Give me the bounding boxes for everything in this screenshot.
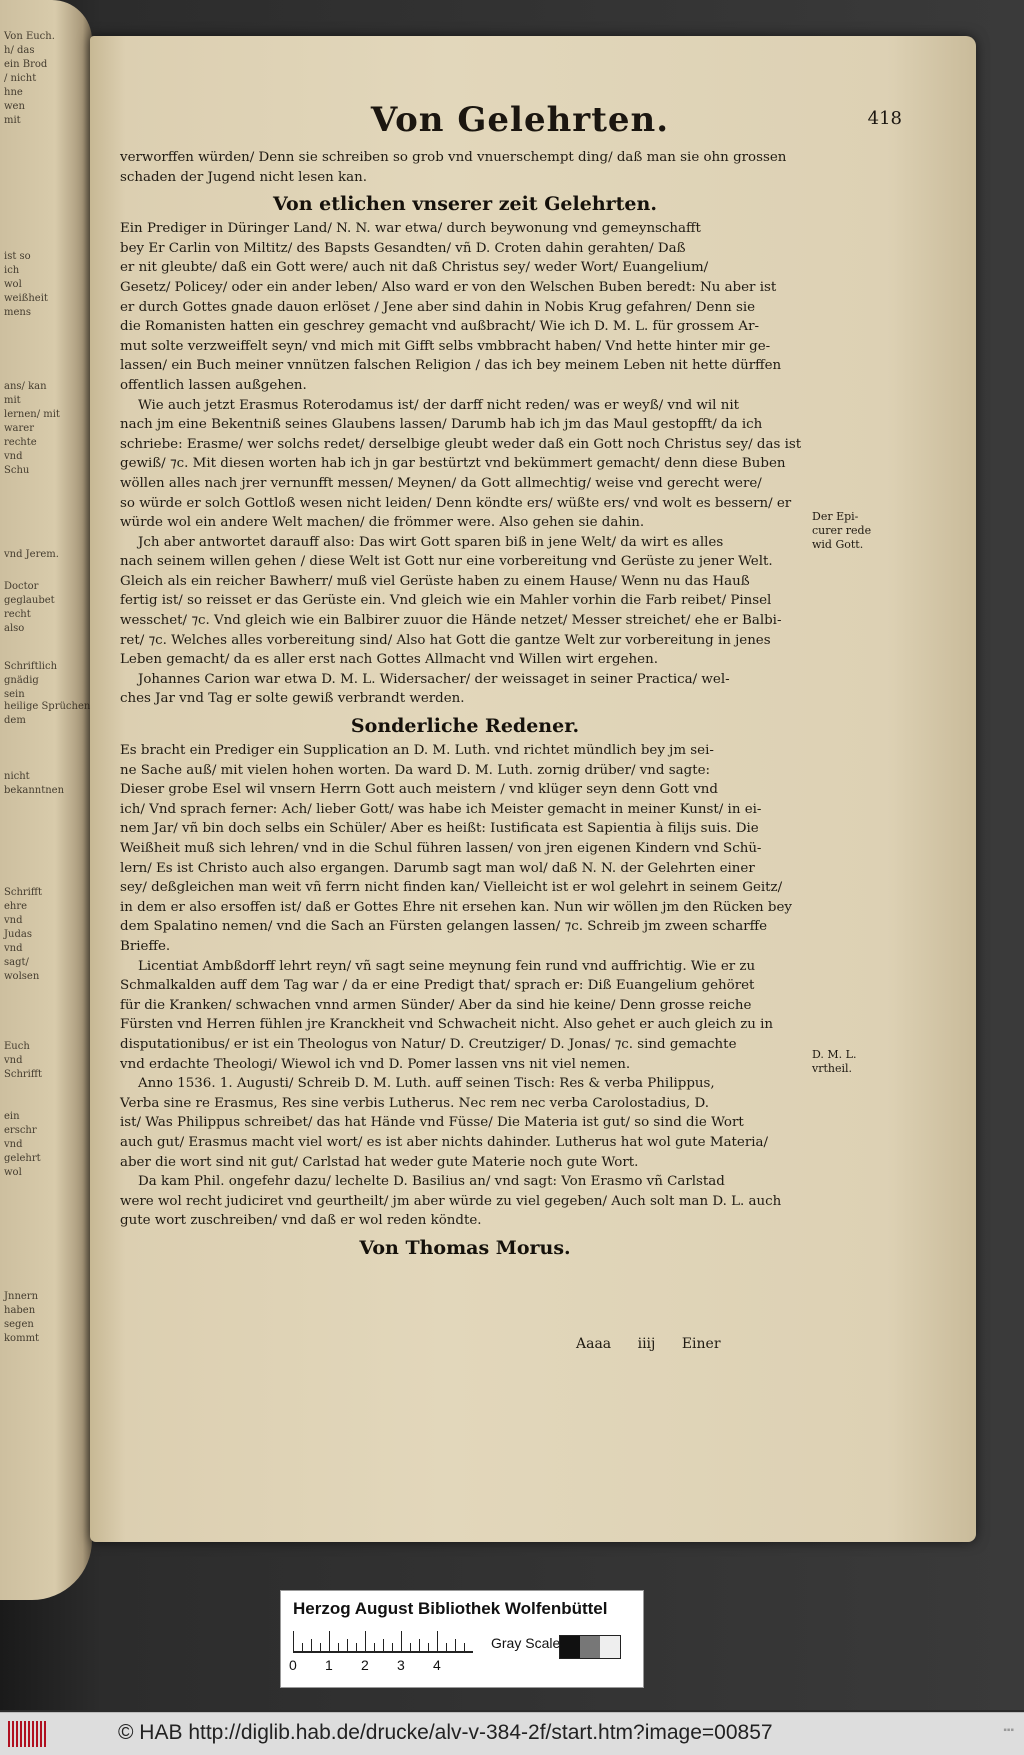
ruler-tick bbox=[419, 1639, 420, 1651]
ruler-tick bbox=[446, 1643, 447, 1651]
ruler-tick bbox=[347, 1639, 348, 1651]
scale-ruler bbox=[293, 1631, 473, 1653]
running-head: Von Gelehrten. bbox=[370, 100, 670, 140]
color-target bbox=[280, 1590, 644, 1688]
ruler-tick bbox=[302, 1643, 303, 1651]
left-page-fragment: Euch vnd Schrifft bbox=[4, 1041, 42, 1080]
section-heading: Von Thomas Morus. bbox=[359, 1236, 571, 1259]
paragraph: Licentiat Ambßdorff lehrt reyn/ vñ sagt seine meynung fein rund vnd auffrichtig. Wie er zu Schmalkalden auff dem Tag war / da er eine Predigt that/ sprach er: Diß Euangelium gehöret für die Kranken/ schwachen vnnd armen Sünder/ Aber da sind hie keine/ Denn grosse reiche Fürsten vnd Herren fühlen jre Kranckheit vnd Schwacheit nicht. Also gehet er auch gleich zu in disputationibus/ er ist ein Theologus von Natur/ D. Creutziger/ D. Jonas/ ⁊c. sind gemachte vnd erdachte Theologi/ Wiewol ich vnd D. Pomer lassen vns nit viel nemen. bbox=[120, 958, 774, 1072]
book-page bbox=[90, 36, 976, 1542]
paragraph: Da kam Phil. ongefehr dazu/ lechelte D. Basilius an/ vnd sagt: Von Erasmo vñ Carlstad were wol recht judiciret vnd geurtheilt/ jm aber würde zu viel gegeben/ Auch solt man D. L. auch gute wort zuschreiben/ vnd daß er wol reden köndte. bbox=[120, 1174, 782, 1229]
ruler-tick bbox=[320, 1643, 321, 1651]
ruler-tick bbox=[311, 1639, 312, 1651]
left-page-fragment: Doctor geglaubet recht also bbox=[4, 581, 55, 634]
marginal-note: D. M. L. vrtheil. bbox=[812, 1048, 857, 1075]
gray-swatch bbox=[600, 1636, 620, 1658]
paragraph: Johannes Carion war etwa D. M. L. Widersacher/ der weissaget in seiner Practica/ wel- ches Jar vnd Tag er solte gewiß verbrandt werden. bbox=[120, 671, 730, 707]
paragraph: Wie auch jetzt Erasmus Roterodamus ist/ der darff nicht reden/ was er weyß/ vnd wil nit nach jm eine Bekentniß seines Glaubens lassen/ Darumb hab ich jm das Maul gestopfft/ da ich schriebe: Erasme/ wer solchs redet/ derselbige gleubt weder daß ein Gott noch Christus sey/ das ist gewiß/ ⁊c. Mit diesen worten hab ich jn gar bestürtzt vnd bekümmert gemacht/ denn diese Buben wöllen alles nach jrer vernunfft messen/ Meynen/ da Gott allmechtig/ weise vnd gerecht were/ so würde er solch Gottloß wesen nicht leiden/ Denn köndte ers/ wüßte ers/ vnd wolt es bessern/ er würde wol ein andere Welt machen/ die frömmer were. Also gehen sie dahin. bbox=[120, 397, 802, 531]
paragraph: Anno 1536. 1. Augusti/ Schreib D. M. Luth. auff seinen Tisch: Res & verba Philippus, Verba sine re Erasmus, Res sine verbis Lutherus. Nec rem nec verba Carolostadius, D. ist/ Was Philippus schreibet/ das hat Hände vnd Füsse/ Die Materia ist gut/ so sind die Wort auch gut/ Erasmus macht viel wort/ es ist aber nichts dahinder. Lutherus hat wol gute Materia/ aber die wort sind nit gut/ Carlstad hat weder gute Materie noch gute Wort. bbox=[120, 1076, 769, 1170]
signature-line bbox=[576, 1336, 721, 1352]
folio-number: 418 bbox=[867, 108, 902, 129]
ruler-tick bbox=[410, 1643, 411, 1651]
institution-name: Herzog August Bibliothek Wolfenbüttel bbox=[293, 1599, 608, 1618]
scale-number: 1 bbox=[325, 1657, 333, 1673]
left-page-fragment: nicht bekanntnen bbox=[4, 771, 65, 796]
ruler-tick bbox=[401, 1631, 402, 1651]
ruler-tick bbox=[338, 1643, 339, 1651]
source-credit: © HAB http://diglib.hab.de/drucke/alv-v-384-2f/start.htm?image=00857 bbox=[118, 1721, 773, 1744]
left-facing-page bbox=[0, 0, 92, 1600]
left-page-fragment: heilige Sprüchen dem bbox=[4, 701, 91, 726]
ruler-tick bbox=[383, 1639, 384, 1651]
paragraph: verworffen würden/ Denn sie schreiben so grob vnd vnuerschempt ding/ daß man sie ohn grossen schaden der Jugend nicht lesen kan. bbox=[120, 150, 787, 185]
left-page-fragment: ist so ich wol weißheit mens bbox=[4, 251, 48, 318]
left-page-fragment: vnd Jerem. bbox=[4, 549, 59, 560]
gray-swatch bbox=[580, 1636, 600, 1658]
scale-numbers bbox=[289, 1657, 489, 1675]
paragraph: Es bracht ein Prediger ein Supplication an D. M. Luth. vnd richtet mündlich bey jm sei- ne Sache auß/ mit vielen hohen worten. Da ward D. M. Luth. zornig drüber/ vnd sagte: Dieser grobe Esel wil vnsern Herrn Gott auch meistern / vnd klüger seyn denn Gott vnd ich/ Vnd sprach ferner: Ach/ lieber Gott/ was habe ich Meister gemacht in meiner Kunst/ in ei- nem Jar/ vñ bin doch selbs ein Schüler/ Aber es heißt: Iustificata est Sapientia à filijs suis. Die Weißheit muß sich lehren/ vnd in die Schul führen lassen/ von jren eigenen Kindern vnd Schü- lern/ Es ist Christo auch also ergangen. Darumb sagt man wol/ daß N. N. der Gelehrten einer sey/ deßgleichen man weit vñ ferrn nicht finden kan/ Vielleicht ist er wol gelehrt in seinem Geitz/ in dem er also ersoffen ist/ daß er Gottes Ehre nit ersehen kan. Nun wir wöllen jm den Rücken bey dem Spalatino nemen/ vnd die Sach an Fürsten gelangen lassen/ ⁊c. Schreib jm zween scharffe Brieffe. bbox=[120, 743, 792, 954]
ruler-tick bbox=[356, 1643, 357, 1651]
ruler-tick bbox=[428, 1643, 429, 1651]
ruler-tick bbox=[437, 1631, 438, 1651]
footer-dots: ▪▪▪ bbox=[1003, 1725, 1014, 1736]
page-body bbox=[120, 148, 810, 1263]
section-heading: Sonderliche Redener. bbox=[350, 715, 580, 738]
ruler-tick bbox=[455, 1639, 456, 1651]
ruler-tick bbox=[365, 1631, 366, 1651]
ruler-tick bbox=[374, 1643, 375, 1651]
left-page-fragment: ein erschr vnd gelehrt wol bbox=[4, 1111, 41, 1178]
signature-mark: Aaaa iiij bbox=[576, 1336, 656, 1352]
left-page-fragment: ans/ kan mit lernen/ mit warer rechte vnd Schu bbox=[4, 381, 60, 476]
left-page-fragment: Jnnern haben segen kommt bbox=[4, 1291, 40, 1344]
scale-number: 0 bbox=[289, 1657, 297, 1673]
hab-logo-icon bbox=[8, 1721, 48, 1747]
left-page-fragment: Schrifft ehre vnd Judas vnd sagt/ wolsen bbox=[4, 887, 42, 982]
section-heading: Von etlichen vnserer zeit Gelehrten. bbox=[273, 193, 657, 216]
paragraph: Jch aber antwortet darauff also: Das wirt Gott sparen biß in jene Welt/ da wirt es alles nach seinem willen gehen / diese Welt ist Gott nur eine vorbereitung vnd Gerüste zu jener Welt. Gleich als ein reicher Bawherr/ muß viel Gerüste haben zu einem Hause/ Wenn nu das Hauß fertig ist/ so reisset er das Gerüste ein. Vnd gleich wie ein Mahler vorhin die Farb reibet/ Pinsel wesschet/ ⁊c. Vnd gleich wie ein Balbirer zuuor die Hände netzet/ Messer streichet/ ehe er Balbi- ret/ ⁊c. Welches alles vorbereitung sind/ Also hat Gott die gantze Welt zur vorbereitung in jenes Leben gemacht/ da es aller erst nach Gottes Allmacht vnd Willen wirt ergehen. bbox=[120, 534, 782, 668]
paragraph: Ein Prediger in Düringer Land/ N. N. war etwa/ durch beywonung vnd gemeynschafft bey Er Carlin von Miltitz/ des Bapsts Gesandten/ vñ D. Croten dahin gerahten/ Daß er nit gleubte/ daß ein Gott were/ auch nit daß Christus sey/ weder Wort/ Euangelium/ Gesetz/ Policey/ oder ein ander leben/ Also ward er von den Welschen Buben beredt: Nu aber ist er durch Gottes gnade dauon erlöset / Jene aber sind dahin in Nobis Krug gefahren/ Denn sie die Romanisten hatten ein geschrey gemacht vnd außbracht/ Wie ich D. M. L. für grossem Ar- mut solte verzweiffelt seyn/ vnd mich mit Gifft selbs vmbbracht haben/ Vnd hette hinter mir ge- lassen/ ein Buch meiner vnnützen falschen Religion / das ich bey meinem Leben nit hette dürffen offentlich lassen außgehen. bbox=[120, 221, 782, 393]
scale-number: 2 bbox=[361, 1657, 369, 1673]
left-page-fragment: Von Euch. h/ das ein Brod / nicht hne wen mit bbox=[4, 31, 55, 126]
ruler-tick bbox=[392, 1643, 393, 1651]
gray-scale-label: Gray Scale bbox=[491, 1635, 561, 1651]
left-page-fragment: Schriftlich gnädig sein bbox=[4, 661, 58, 700]
scale-number: 3 bbox=[397, 1657, 405, 1673]
gray-swatches bbox=[559, 1635, 621, 1659]
ruler-tick bbox=[329, 1631, 330, 1651]
gray-swatch bbox=[560, 1636, 580, 1658]
ruler-tick bbox=[464, 1643, 465, 1651]
marginal-note: Der Epi- curer rede wid Gott. bbox=[812, 510, 872, 551]
viewer-footer bbox=[0, 1712, 1024, 1755]
catchword: Einer bbox=[681, 1336, 721, 1352]
ruler-tick bbox=[293, 1631, 294, 1651]
scale-number: 4 bbox=[433, 1657, 441, 1673]
